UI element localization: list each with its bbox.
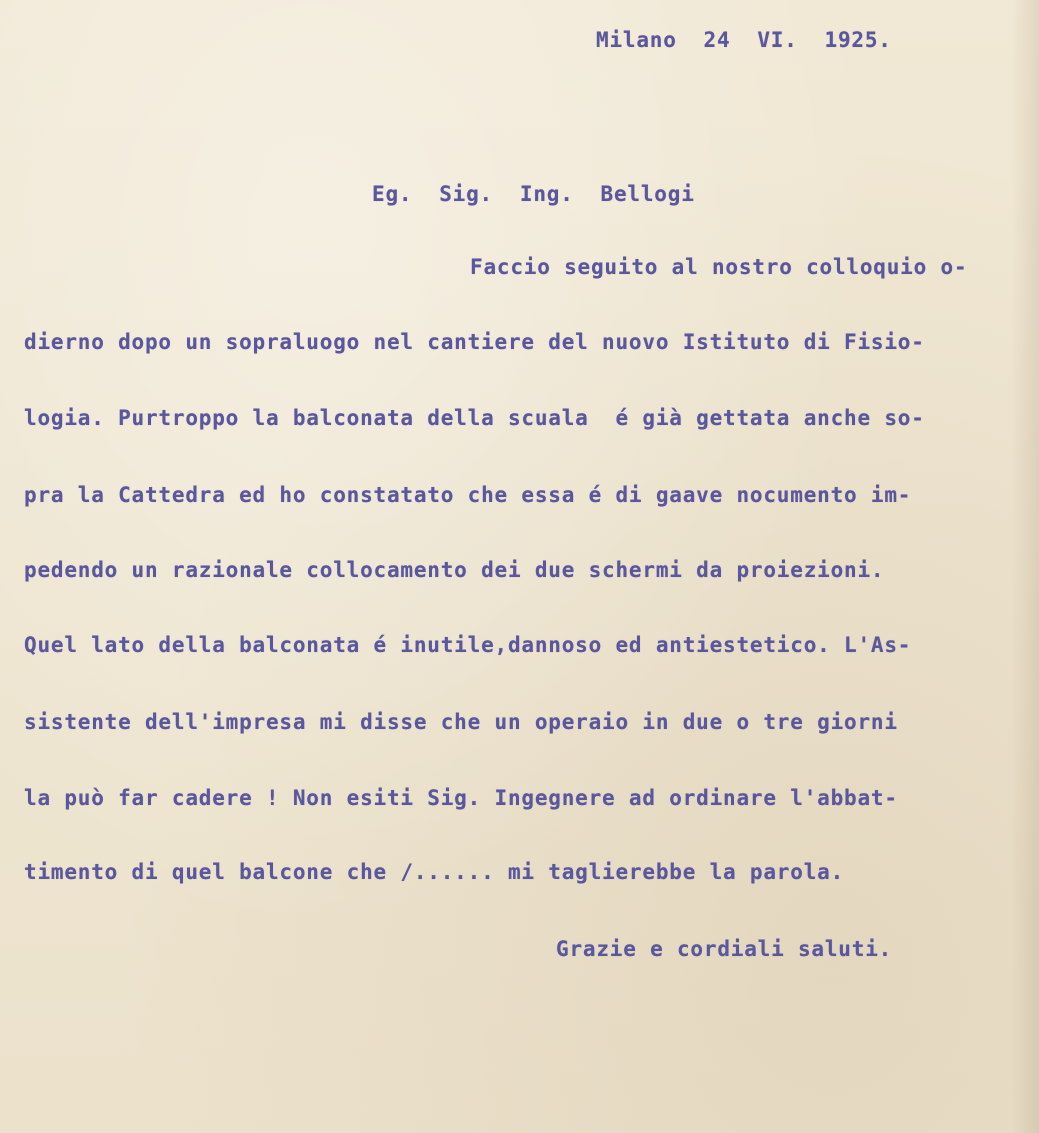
- body-line: la può far cadere ! Non esiti Sig. Ingegnere ad ordinare l'abbat-: [24, 786, 898, 810]
- body-line: timento di quel balcone che /...... mi taglierebbe la parola.: [24, 860, 845, 884]
- closing-line: Grazie e cordiali saluti.: [556, 937, 893, 961]
- body-line: dierno dopo un sopraluogo nel cantiere del nuovo Istituto di Fisio-: [24, 330, 925, 354]
- body-line: sistente dell'impresa mi disse che un operaio in due o tre giorni: [24, 710, 898, 734]
- body-line: pedendo un razionale collocamento dei due schermi da proiezioni.: [24, 558, 885, 582]
- paper-edge-shadow: [1011, 0, 1039, 1133]
- body-line: logia. Purtroppo la balconata della scuala é già gettata anche so-: [24, 406, 925, 430]
- body-line: Quel lato della balconata é inutile,dannoso ed antiestetico. L'As-: [24, 633, 912, 657]
- body-line: pra la Cattedra ed ho constatato che essa é di gaave nocumento im-: [24, 483, 912, 507]
- body-line: Faccio seguito al nostro colloquio o-: [470, 255, 968, 279]
- recipient-line: Eg. Sig. Ing. Bellogi: [372, 182, 695, 206]
- date-line: Milano 24 VI. 1925.: [596, 28, 892, 52]
